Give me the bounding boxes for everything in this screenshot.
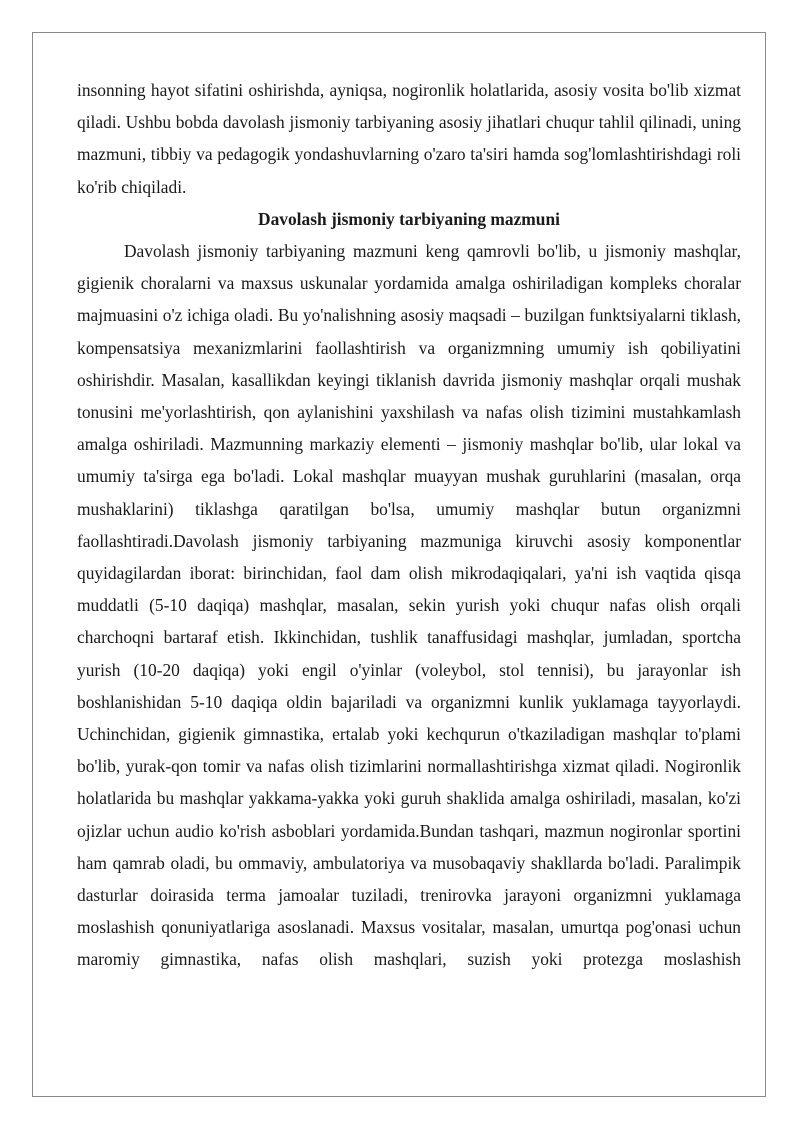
body-paragraph: Davolash jismoniy tarbiyaning mazmuni keng qamrovli bo'lib, u jismoniy mashqlar, gigienik choralarni va maxsus uskunalar yordamida amalga oshiriladigan kompleks choralar majmuasini o'z ichiga oladi. Bu yo'nalishning asosiy maqsadi – buzilgan funktsiyalarni tiklash, kompensatsiya mexanizmlarini faollashtirish va organizmning umumiy ish qobiliyatini oshirishdir. Masalan, kasallikdan keyingi tiklanish davrida jismoniy mashqlar orqali mushak tonusini me'yorlashtirish, qon aylanishini yaxshilash va nafas olish tizimini mustahkamlash amalga oshiriladi. Mazmunning markaziy elementi – jismoniy mashqlar bo'lib, ular lokal va umumiy ta'sirga ega bo'ladi. Lokal mashqlar muayyan mushak guruhlarini (masalan, orqa mushaklarini) tiklashga qaratilgan bo'lsa, umumiy mashqlar butun organizmni faollashtiradi.Davolash jismoniy tarbiyaning mazmuniga kiruvchi asosiy komponentlar quyidagilardan iborat: birinchidan, faol dam olish mikrodaqiqalari, ya'ni ish vaqtida qisqa muddatli (5-10 daqiqa) mashqlar, masalan, sekin yurish yoki chuqur nafas olish orqali charchoqni bartaraf etish. Ikkinchidan, tushlik tanaffusidagi mashqlar, jumladan, sportcha yurish (10-20 daqiqa) yoki engil o'yinlar (voleybol, stol tennisi), bu jarayonlar ish boshlanishidan 5-10 daqiqa oldin bajariladi va organizmni kunlik yuklamaga tayyorlaydi. Uchinchidan, gigienik gimnastika, ertalab yoki kechqurun o'tkaziladigan mashqlar to'plami bo'lib, yurak-qon tomir va nafas olish tizimlarini normallashtirishga xizmat qiladi. Nogironlik holatlarida bu mashqlar yakkama-yakka yoki guruh shaklida amalga oshiriladi, masalan, ko'zi ojizlar uchun audio ko'rish asboblari yordamida.Bundan tashqari, mazmun nogironlar sportini ham qamrab oladi, bu ommaviy, ambulatoriya va musobaqaviy shakllarda bo'ladi. Paralimpik dasturlar doirasida terma jamoalar tuziladi, trenirovka jarayoni organizmni yuklamaga moslashish qonuniyatlariga asoslanadi. Maxsus vositalar, masalan, umurtqa pog'onasi uchun maromiy gimnastika, nafas olish mashqlari, suzish yoki protezga moslashish — [77, 241, 741, 970]
page-body — [77, 74, 741, 976]
intro-paragraph: insonning hayot sifatini oshirishda, ayniqsa, nogironlik holatlarida, asosiy vosita bo'lib xizmat qiladi. Ushbu bobda davolash jismoniy tarbiyaning asosiy jihatlari chuqur tahlil qilinadi, uning mazmuni, tibbiy va pedagogik yondashuvlarning o'zaro ta'siri hamda sog'lomlashtirishdagi roli ko'rib chiqiladi. — [77, 80, 741, 197]
section-heading: Davolash jismoniy tarbiyaning mazmuni — [258, 208, 560, 229]
